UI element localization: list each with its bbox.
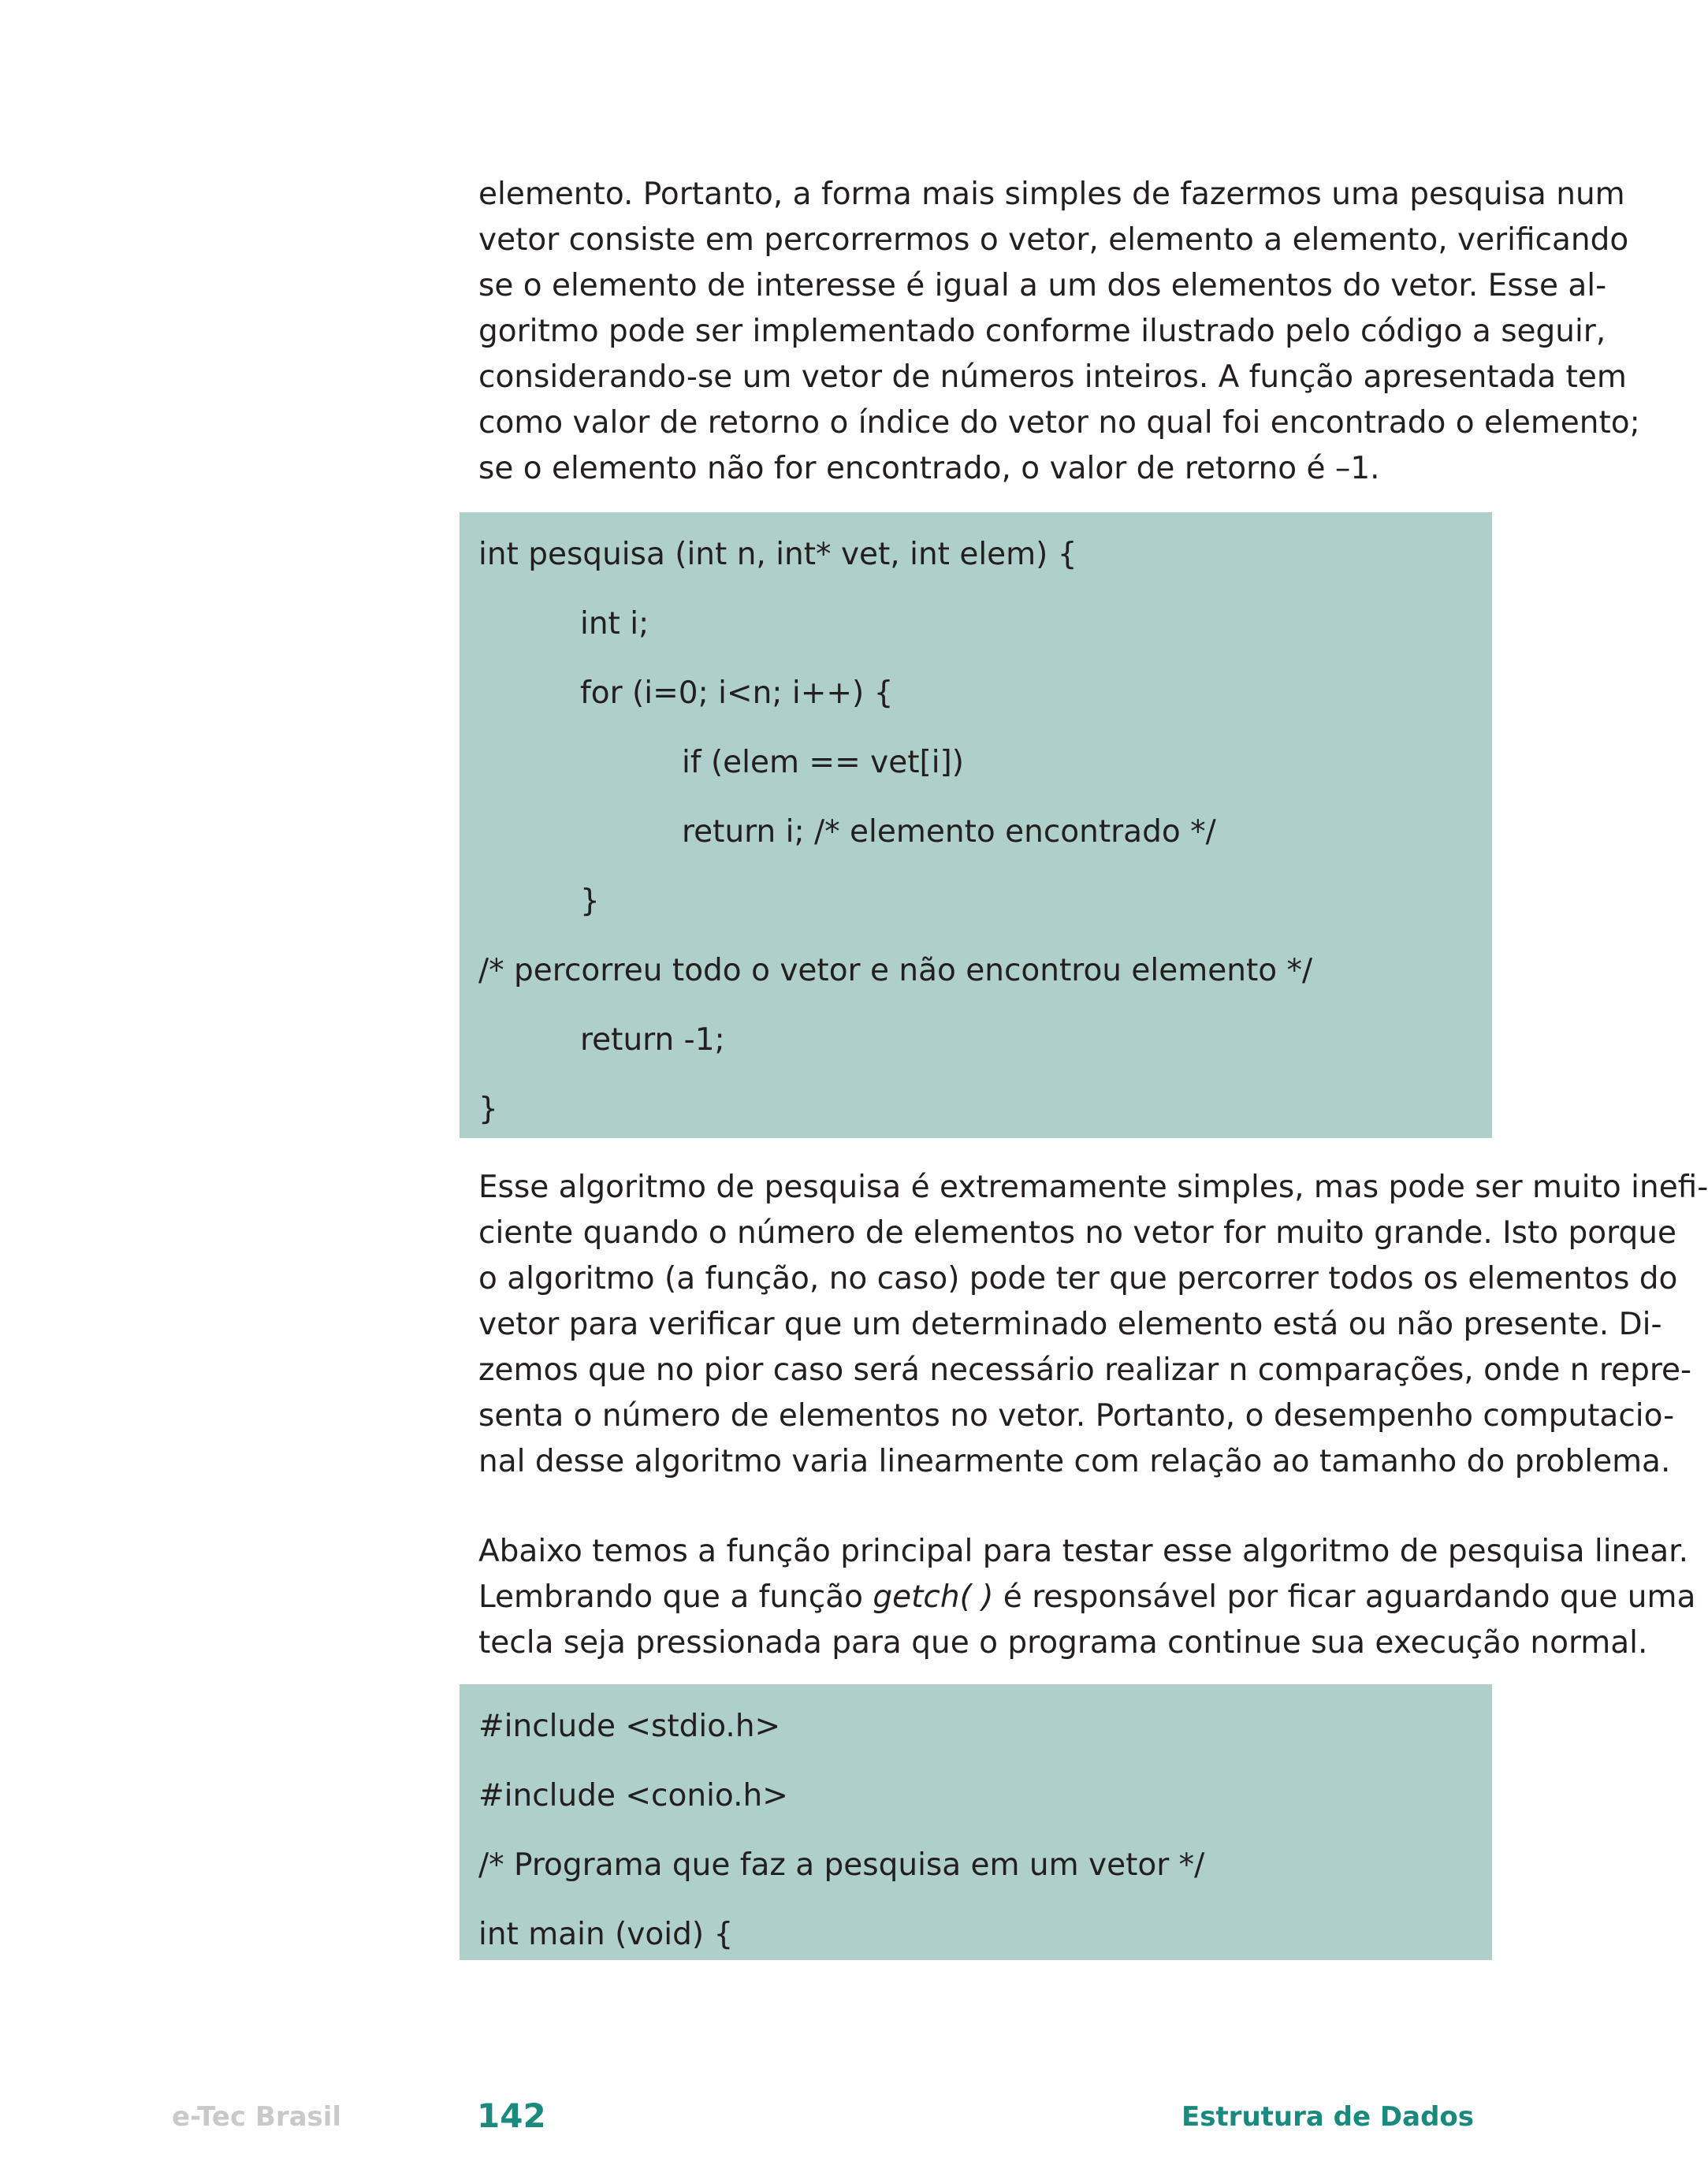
code-line: int i; xyxy=(580,606,649,642)
text-line xyxy=(478,1575,1696,1620)
text-line: se o elemento não for encontrado, o valor de retorno é –1. xyxy=(478,451,1380,486)
paragraph-intro xyxy=(478,172,1640,492)
code-line: } xyxy=(478,1092,498,1127)
code-line: if (elem == vet[i]) xyxy=(682,745,964,780)
text-line: zemos que no pior caso será necessário realizar n comparações, onde n repre- xyxy=(478,1352,1692,1388)
code-line: for (i=0; i<n; i++) { xyxy=(580,675,894,711)
code-line: int pesquisa (int n, int* vet, int elem) { xyxy=(478,537,1077,572)
text-segment: Lembrando que a função xyxy=(478,1579,873,1615)
text-segment: é responsável por ficar aguardando que uma xyxy=(993,1579,1696,1615)
text-line: considerando-se um vetor de números inteiros. A função apresentada tem xyxy=(478,359,1627,395)
text-line: nal desse algoritmo varia linearmente com relação ao tamanho do problema. xyxy=(478,1444,1671,1479)
text-line: Esse algoritmo de pesquisa é extremamente simples, mas pode ser muito inefi- xyxy=(478,1170,1708,1205)
code-line: } xyxy=(580,883,600,919)
text-line: goritmo pode ser implementado conforme ilustrado pelo código a seguir, xyxy=(478,314,1606,349)
text-line: vetor para verificar que um determinado elemento está ou não presente. Di- xyxy=(478,1307,1662,1342)
code-line: #include <stdio.h> xyxy=(478,1709,781,1744)
code-line: /* Programa que faz a pesquisa em um vetor */ xyxy=(478,1847,1205,1883)
code-line: return -1; xyxy=(580,1022,725,1058)
footer-publisher: e-Tec Brasil xyxy=(172,2101,342,2133)
paragraph-main-function xyxy=(478,1529,1696,1666)
code-line: int main (void) { xyxy=(478,1917,734,1952)
text-line: se o elemento de interesse é igual a um dos elementos do vetor. Esse al- xyxy=(478,268,1607,303)
text-line: ciente quando o número de elementos no vetor for muito grande. Isto porque xyxy=(478,1215,1676,1251)
paragraph-analysis xyxy=(478,1165,1708,1485)
page-number: 142 xyxy=(477,2096,546,2135)
text-line: elemento. Portanto, a forma mais simples de fazermos uma pesquisa num xyxy=(478,177,1625,212)
text-line: Abaixo temos a função principal para testar esse algoritmo de pesquisa linear. xyxy=(478,1534,1688,1569)
text-line: o algoritmo (a função, no caso) pode ter que percorrer todos os elementos do xyxy=(478,1261,1678,1296)
code-block-pesquisa xyxy=(460,512,1492,1138)
code-line: /* percorreu todo o vetor e não encontrou elemento */ xyxy=(478,953,1313,988)
text-line: tecla seja pressionada para que o programa continue sua execução normal. xyxy=(478,1625,1648,1661)
code-line: return i; /* elemento encontrado */ xyxy=(682,814,1216,850)
code-line: #include <conio.h> xyxy=(478,1778,788,1813)
text-line: como valor de retorno o índice do vetor no qual foi encontrado o elemento; xyxy=(478,405,1640,441)
text-line: vetor consiste em percorrermos o vetor, elemento a elemento, verificando xyxy=(478,222,1629,258)
text-line: senta o número de elementos no vetor. Portanto, o desempenho computacio- xyxy=(478,1398,1675,1434)
footer-book-title: Estrutura de Dados xyxy=(1181,2101,1474,2133)
code-block-main xyxy=(460,1684,1492,1960)
function-name: getch( ) xyxy=(873,1579,994,1615)
